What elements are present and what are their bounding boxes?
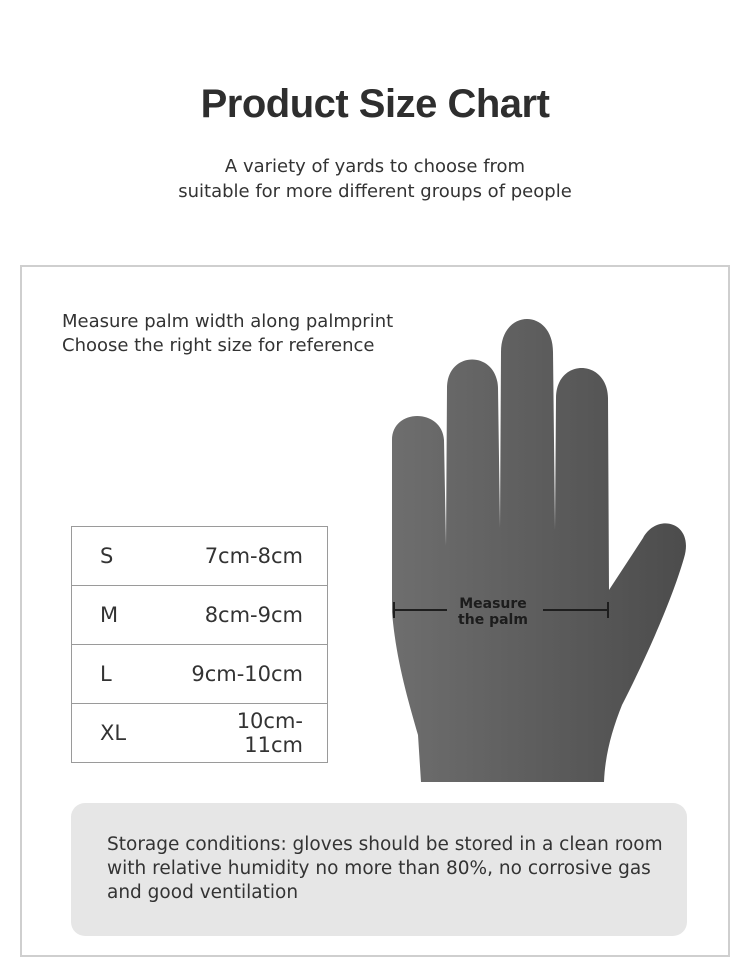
measure-label: Measure bbox=[459, 596, 527, 612]
size-label: M bbox=[72, 586, 181, 645]
table-row bbox=[72, 527, 328, 586]
subtitle-line-1: A variety of yards to choose from bbox=[224, 156, 526, 177]
measure-instructions bbox=[62, 310, 393, 358]
size-range: 8cm-9cm bbox=[180, 586, 328, 645]
size-label: L bbox=[72, 645, 181, 704]
page-title: Product Size Chart bbox=[200, 82, 550, 126]
size-label: XL bbox=[72, 704, 181, 763]
hand-icon bbox=[380, 315, 690, 790]
table-row bbox=[72, 645, 328, 704]
storage-conditions-box bbox=[71, 803, 687, 936]
instruction-line-2: Choose the right size for reference bbox=[62, 335, 375, 356]
size-table bbox=[71, 526, 328, 763]
size-range: 9cm-10cm bbox=[180, 645, 328, 704]
storage-conditions-text: Storage conditions: gloves should be stored in a clean room with relative humidity no more than 80%, no corrosive gas and good ventilation bbox=[107, 834, 663, 903]
table-row bbox=[72, 586, 328, 645]
table-row bbox=[72, 704, 328, 763]
size-range: 10cm-11cm bbox=[180, 704, 328, 763]
size-label: S bbox=[72, 527, 181, 586]
subtitle bbox=[0, 154, 750, 204]
hand-shape bbox=[392, 319, 686, 782]
instruction-line-1: Measure palm width along palmprint bbox=[62, 311, 394, 332]
measure-label: the palm bbox=[458, 612, 528, 628]
size-range: 7cm-8cm bbox=[180, 527, 328, 586]
subtitle-line-2: suitable for more different groups of people bbox=[178, 181, 572, 202]
